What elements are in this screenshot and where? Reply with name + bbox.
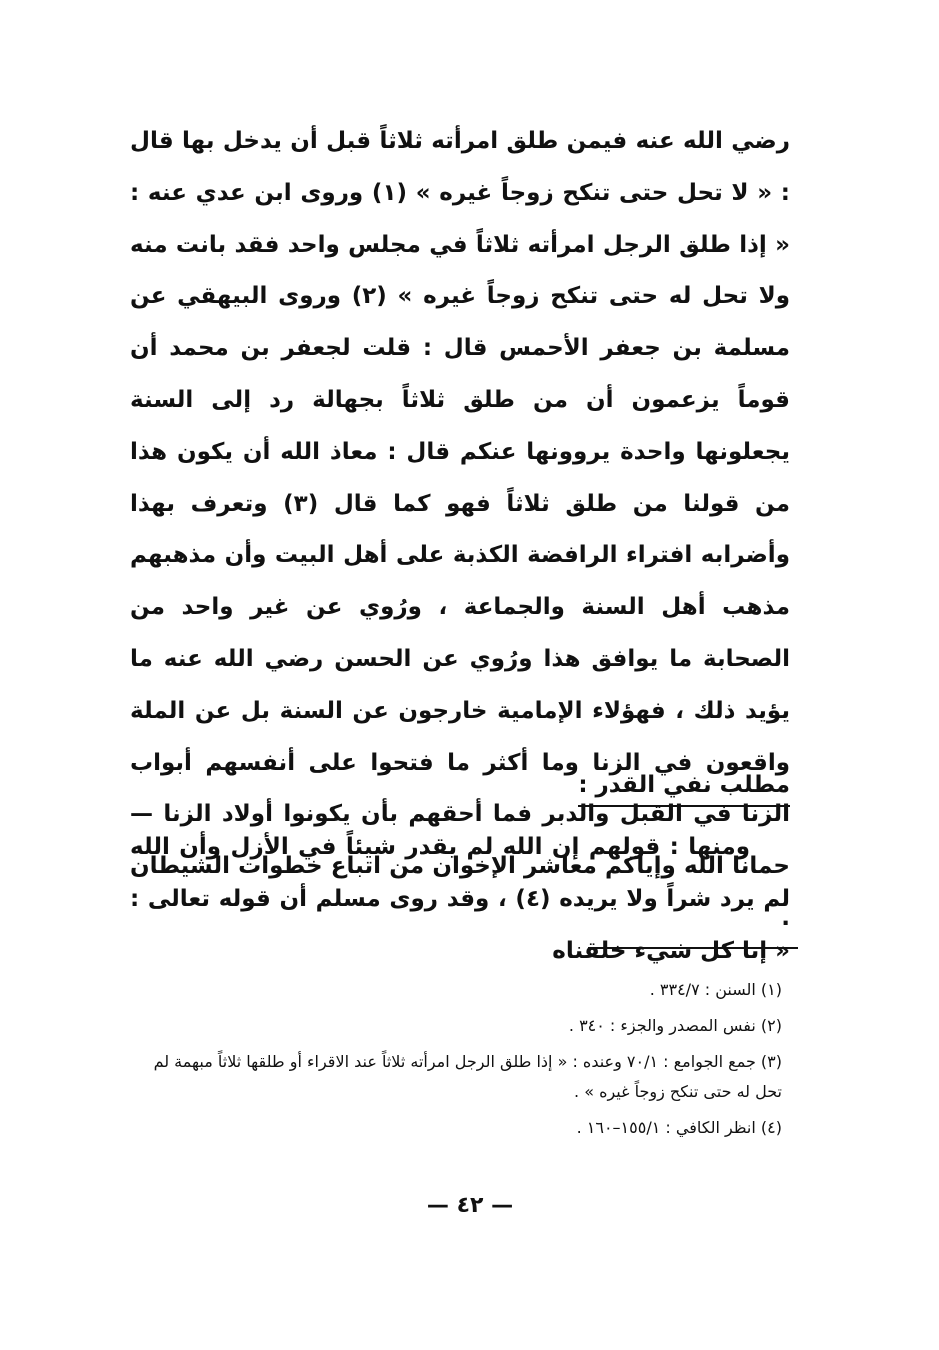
footnote-4: (٤) انظر الكافي : ١٥٥/١–١٦٠ .	[576, 1118, 782, 1137]
footnote-3: (٣) جمع الجوامع : ٧٠/١ وعنده : « إذا طلق الرجل امرأته ثلاثاً عند الاقراء أو طلقها ثلاثاً مبهمة لم تحل له حتى تنكح زوجاً غيره » .	[153, 1052, 782, 1101]
footnotes-list	[130, 975, 790, 1149]
footnote-1: (١) السنن : ٣٣٤/٧ .	[649, 980, 782, 999]
footnote-2: (٢) نفس المصدر والجزء : ٣٤٠ .	[568, 1016, 782, 1035]
footnote-divider	[588, 947, 798, 949]
section-heading: مطلب نفي القدر :	[578, 768, 790, 807]
main-paragraph: رضي الله عنه فيمن طلق امرأته ثلاثاً قبل أن يدخل بها قال : « لا تحل حتى تنكح زوجاً غيره » (١) وروى ابن عدي عنه : « إذا طلق الرجل امرأته ثلاثاً في مجلس واحد فقد بانت منه ولا تحل له حتى تنكح زوجاً غيره » (٢) وروى البيهقي عن مسلمة بن جعفر الأحمس قال : قلت لجعفر بن محمد أن قوماً يزعمون أن من طلق ثلاثاً بجهالة رد إلى السنة يجعلونها واحدة يروونها عنكم قال : معاذ الله أن يكون هذا من قولنا من طلق ثلاثاً فهو كما قال (٣) وتعرف بهذا وأضرابه افتراء الرافضة الكذبة على أهل البيت وأن مذهبهم مذهب أهل السنة والجماعة ، ورُوي عن غير واحد من الصحابة ما يوافق هذا ورُوي عن الحسن رضي الله عنه ما يؤيد ذلك ، فهؤلاء الإمامية خارجون عن السنة بل عن الملة واقعون في الزنا وما أكثر ما فتحوا على أنفسهم أبواب الزنا في القبل والدبر فما أحقهم بأن يكونوا أولاد الزنا — حمانا الله وإياكم معاشر الإخوان من اتباع خطوات الشيطان .	[130, 128, 790, 931]
section-paragraph: ومنها : قولهم إن الله لم يقدر شيئاً في الأزل وأن الله لم يرد شراً ولا يريده (٤) ، وقد روى مسلم أن قوله تعالى : « إنا كل شيء خلقناه	[130, 834, 790, 964]
page-number: — ٤٢ —	[426, 1193, 514, 1218]
